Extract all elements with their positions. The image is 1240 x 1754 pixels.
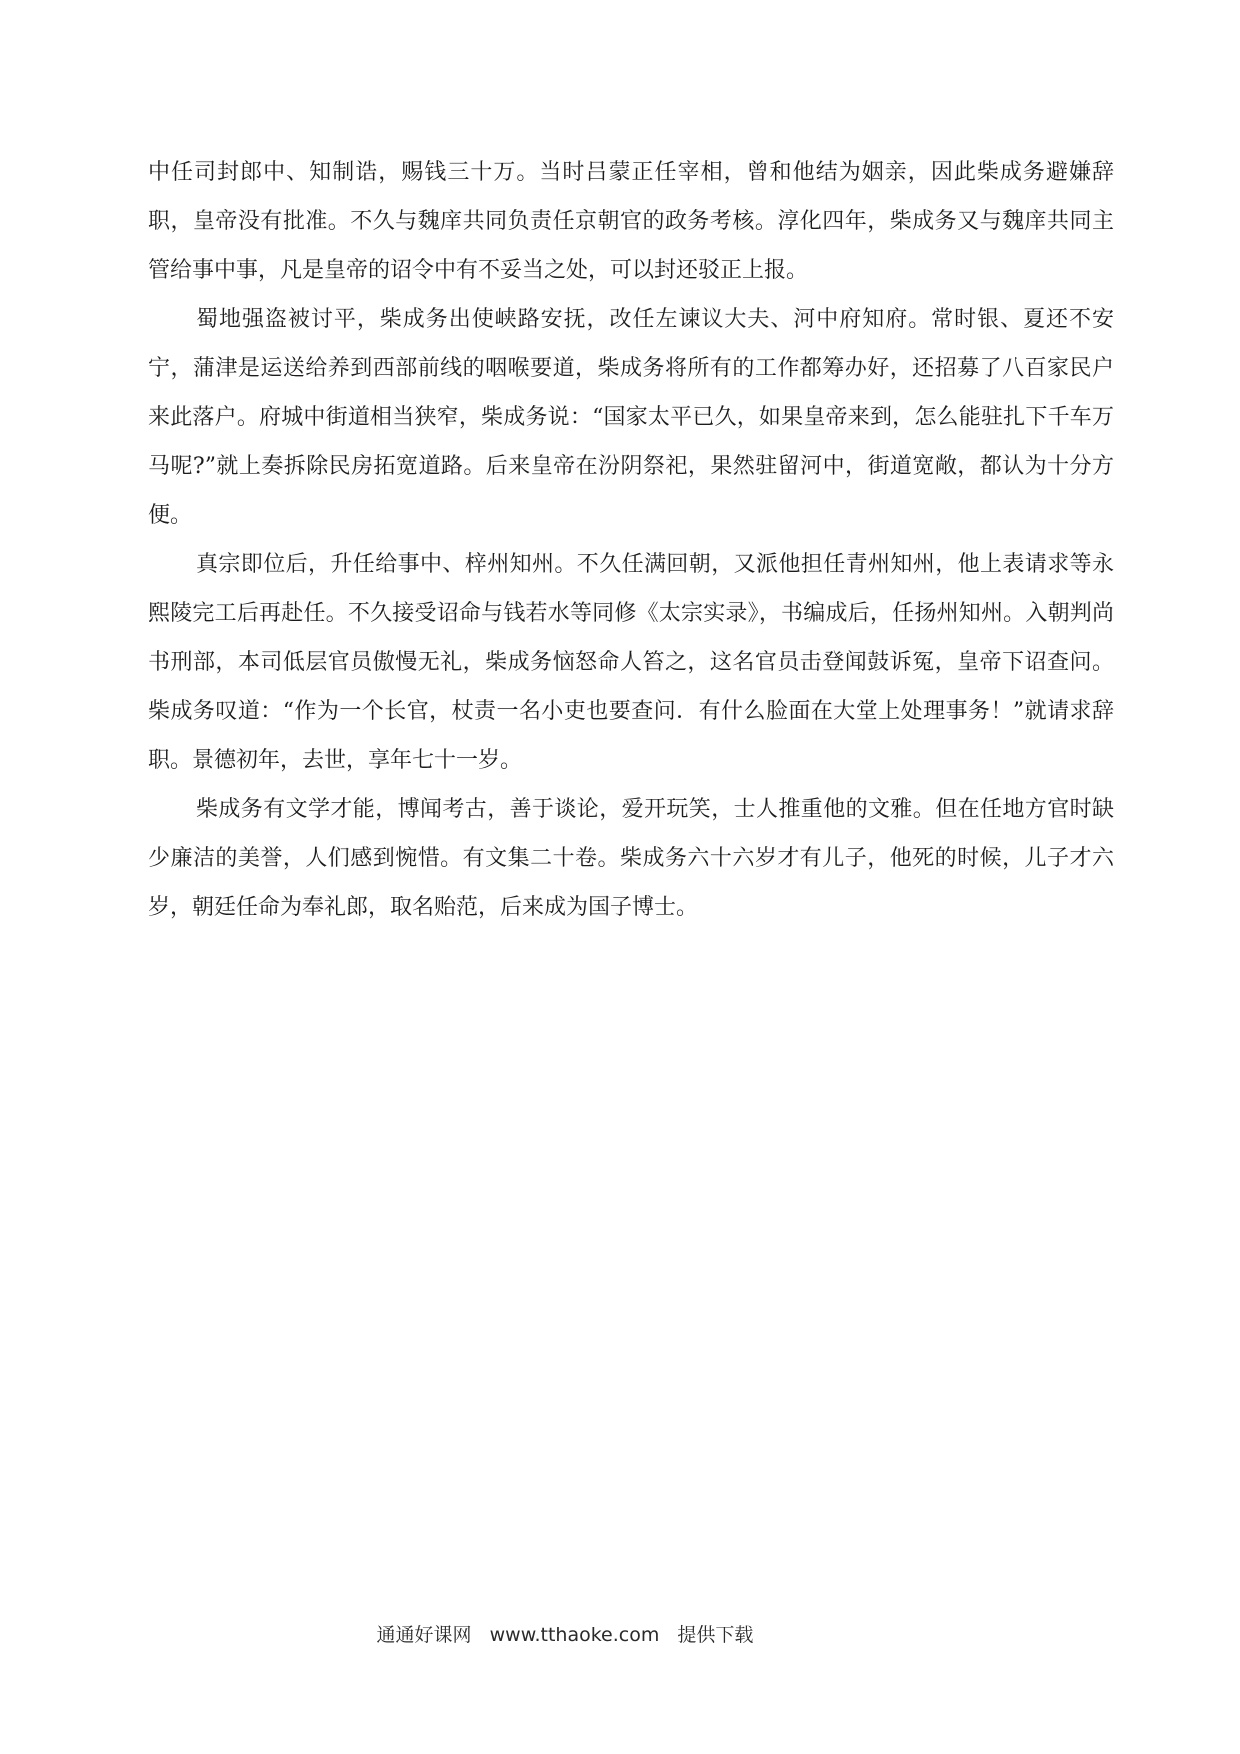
paragraph: 真宗即位后，升任给事中、梓州知州。不久任满回朝，又派他担任青州知州，他上表请求等永熙陵完工后再赴任。不久接受诏命与钱若水等同修《太宗实录》，书编成后，任扬州知州。入朝判尚书刑部，本司低层官员傲慢无礼，柴成务恼怒命人笞之，这名官员击登闻鼓诉冤，皇帝下诏查问。柴成务叹道：“作为一个长官，杖责一名小吏也要查问．有什么脸面在大堂上处理事务！”就请求辞职。景德初年，去世，享年七十一岁。 — [148, 552, 1114, 773]
document-body — [148, 148, 1114, 932]
page-footer — [0, 1620, 1185, 1650]
paragraph: 中任司封郎中、知制诰，赐钱三十万。当时吕蒙正任宰相，曾和他结为姻亲，因此柴成务避嫌辞职，皇帝没有批准。不久与魏庠共同负责任京朝官的政务考核。淳化四年，柴成务又与魏庠共同主管给事中事，凡是皇帝的诏令中有不妥当之处，可以封还驳正上报。 — [148, 160, 1114, 283]
footer-url: www.tthaoke.com — [489, 1624, 660, 1646]
footer-suffix: 提供下载 — [677, 1624, 754, 1646]
paragraph: 柴成务有文学才能，博闻考古，善于谈论，爱开玩笑，士人推重他的文雅。但在任地方官时缺少廉洁的美誉，人们感到惋惜。有文集二十卷。柴成务六十六岁才有儿子，他死的时候，儿子才六岁，朝廷任命为奉礼郎，取名贻范，后来成为国子博士。 — [148, 797, 1114, 920]
footer-site-name: 通通好课网 — [376, 1624, 472, 1646]
paragraph: 蜀地强盗被讨平，柴成务出使峡路安抚，改任左谏议大夫、河中府知府。常时银、夏还不安宁，蒲津是运送给养到西部前线的咽喉要道，柴成务将所有的工作都筹办好，还招募了八百家民户来此落户。府城中街道相当狭窄，柴成务说：“国家太平已久，如果皇帝来到，怎么能驻扎下千车万马呢?”就上奏拆除民房拓宽道路。后来皇帝在汾阴祭祀，果然驻留河中，街道宽敞，都认为十分方便。 — [148, 307, 1114, 528]
